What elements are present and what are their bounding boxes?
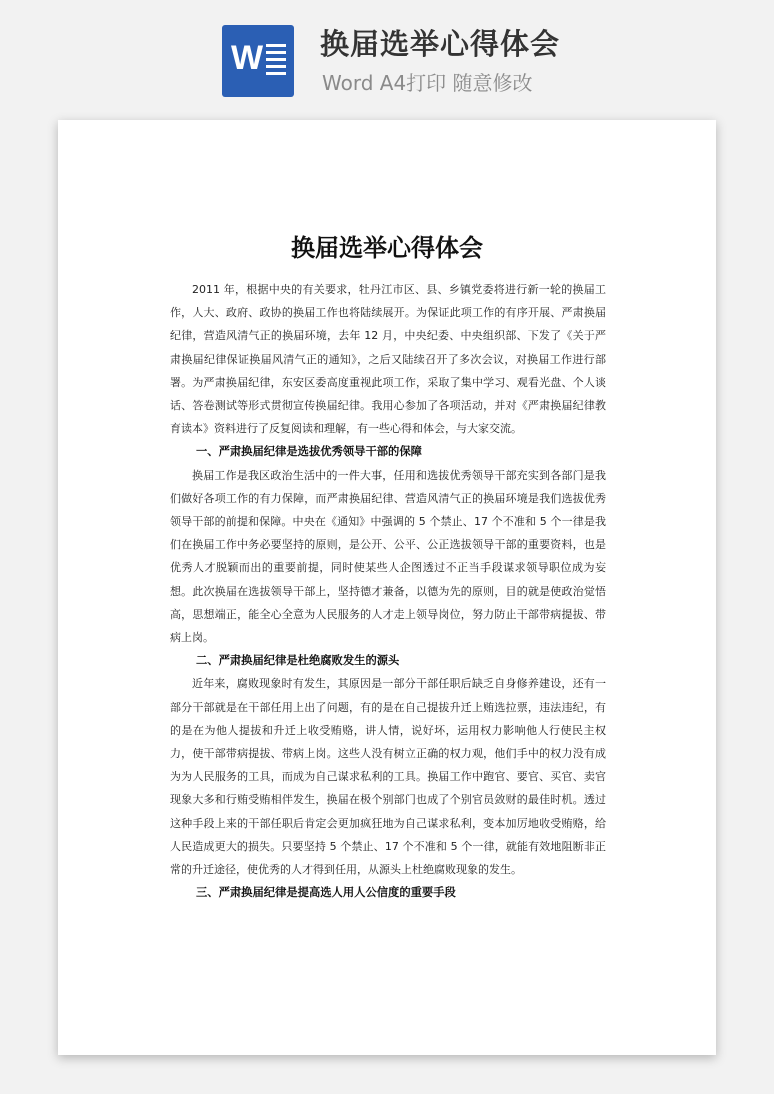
section-paragraph-1: 换届工作是我区政治生活中的一件大事，任用和选拔优秀领导干部充实到各部门是我们做好各项工作的有力保障，而严肃换届纪律、营造风清气正的换届环境是我们选拔优秀领导干部的前提和保障。中央在《通知》中强调的 5 个禁止、17 个不准和 5 个一律是我们在换届工作中务必要坚持的原则，是公开、公平、公正选拔领导干部的重要资料，也是优秀人才脱颖而出的重要前提，同时使某些人企图透过不正当手段谋求领导职位成为妄想。此次换届在选拔领导干部上，坚持德才兼备，以德为先的原则，目的就是使政治觉悟高，思想端正，能全心全意为人民服务的人才走上领导岗位，努力防止干部带病提拔、带病上岗。 — [170, 468, 606, 645]
word-logo-lines — [266, 44, 286, 79]
intro-paragraph: 2011 年，根据中央的有关要求，牡丹江市区、县、乡镇党委将进行新一轮的换届工作，人大、政府、政协的换届工作也将陆续展开。为保证此项工作的有序开展、严肃换届纪律，营造风清气正的换届环境，去年 12 月，中央纪委、中央组织部、下发了《关于严肃换届纪律保证换届风清气正的通知》，之后又陆续召开了多次会议，对换届工作进行部署。为严肃换届纪律，东安区委高度重视此项工作，采取了集中学习、观看光盘、个人谈话、答卷测试等形式贯彻宣传换届纪律。我用心参加了各项活动，并对《严肃换届纪律教育读本》资料进行了反复阅读和理解，有一些心得和体会，与大家交流。 — [170, 283, 606, 436]
document-page — [58, 120, 716, 1055]
section-heading-2: 二、严肃换届纪律是杜绝腐败发生的源头 — [195, 654, 400, 668]
document-title: 换届选举心得体会 — [291, 234, 483, 262]
section-paragraph-2: 近年来，腐败现象时有发生，其原因是一部分干部任职后缺乏自身修养建设，还有一部分干部就是在干部任用上出了问题，有的是在自己提拔升迁上贿选拉票，违法违纪，有的是在为他人提拔和升迁上收受贿赂，讲人情，说好坏，运用权力影响他人行使民主权力，使干部带病提拔、带病上岗。这些人没有树立正确的权力观，他们手中的权力没有成为为人民服务的工具，而成为自己谋求私利的工具。换届工作中跑官、要官、买官、卖官现象大多和行贿受贿相伴发生，换届在极个别部门也成了个别官员敛财的最佳时机。透过这种手段上来的干部任职后肯定会更加疯狂地为自己谋求私利，变本加厉地收受贿赂，给人民造成更大的损失。只要坚持 5 个禁止、17 个不准和 5 个一律，就能有效地阻断非正常的升迁途径，使优秀的人才得到任用，从源头上杜绝腐败现象的发生。 — [170, 677, 606, 877]
section-heading-1: 一、严肃换届纪律是选拔优秀领导干部的保障 — [195, 445, 422, 459]
header-title: 换届选举心得体会 — [320, 27, 561, 61]
header-subtitle: Word A4打印 随意修改 — [322, 71, 533, 95]
document-body — [170, 278, 606, 904]
preview-header — [0, 0, 774, 112]
word-logo-letter: W — [231, 39, 264, 77]
section-heading-3: 三、严肃换届纪律是提高选人用人公信度的重要手段 — [195, 886, 456, 900]
word-document-icon — [222, 25, 294, 97]
